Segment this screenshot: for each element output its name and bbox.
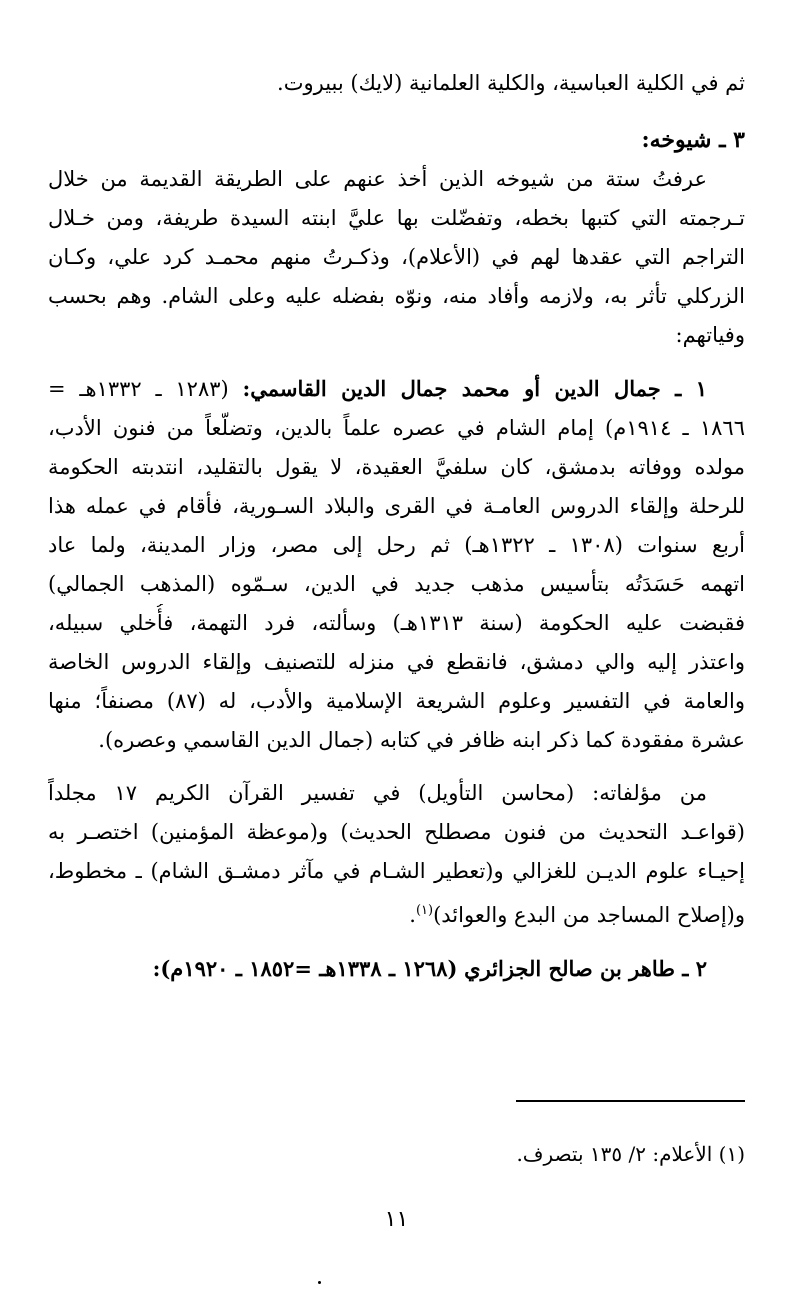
text-line: التراجم التي عقدها لهم في (الأعلام)، وذكـرتُ منهم محمـد كرد علي، وكـان <box>48 245 745 269</box>
text-line: (قواعـد التحديث من فنون مصطلح الحديث) و(موعظة المؤمنين) اختصـر به <box>48 820 745 844</box>
page-number: ١١ <box>384 1207 409 1232</box>
paragraph-qasimi <box>48 369 745 760</box>
section-heading: ٣ ـ شيوخه: <box>641 127 745 153</box>
text-line: والعامة في التفسير وعلوم الشريعة الإسلامية والأدب، له (٨٧) مصنفاً؛ منها <box>48 689 745 713</box>
footnote-separator <box>516 1100 745 1102</box>
text-line: تـرجمته التي كتبها بخطه، وتفضّلت بها عليَّ ابنته السيدة طريفة، ومن خـلال <box>48 206 745 230</box>
text-line: من مؤلفاته: (محاسن التأويل) في تفسير القرآن الكريم ١٧ مجلداً <box>48 781 707 805</box>
page-body <box>48 64 745 989</box>
text-line: واعتذر إليه والي دمشق، فانقطع في منزله للتصنيف وإلقاء الدروس الخاصة <box>48 650 745 674</box>
text-line: أربع سنوات (١٣٠٨ ـ ١٣٢٢هـ) ثم رحل إلى مصر، وزار المدينة، ولما عاد <box>48 533 745 557</box>
item-title: ١ ـ جمال الدين أو محمد جمال الدين القاسمي: <box>242 376 707 401</box>
text-line: عرفتُ ستة من شيوخه الذين أخذ عنهم على الطريقة القديمة من خلال <box>48 167 707 191</box>
paragraph-shuyukh <box>48 160 745 355</box>
footnote: (١) الأعلام: ٢/ ١٣٥ بتصرف. <box>516 1142 745 1166</box>
text-line: إحيـاء علوم الديـن للغزالي و(تعطير الشـام في مآثر دمشـق الشام) ـ مخطوط، <box>48 859 745 883</box>
text-line: مولده ووفاته بدمشق، كان سلفيَّ العقيدة، لا يقول بالتقليد، انتدبته الحكومة <box>48 455 745 479</box>
text-line: عشرة مفقودة كما ذكر ابنه ظافر في كتابه (جمال الدين القاسمي وعصره). <box>98 728 745 752</box>
paragraph-jazairi <box>48 949 745 989</box>
text-line-with-note <box>48 891 745 935</box>
item-dates: (١٢٨٣ ـ ١٣٣٢هـ = <box>48 377 229 401</box>
item-title-line <box>48 949 745 989</box>
period: . <box>409 903 416 927</box>
text-line: فقبضت عليه الحكومة (سنة ١٣١٣هـ) وسألته، فرد التهمة، فأُخلي سبيله، <box>48 611 745 635</box>
footnote-reference: (١) <box>415 903 434 918</box>
intro-line: ثم في الكلية العباسية، والكلية العلمانية (لايك) ببيروت. <box>277 71 745 95</box>
speck-mark <box>318 1281 321 1284</box>
item-dates: (١٢٦٨ ـ ١٣٣٨هـ =١٨٥٢ ـ ١٩٢٠م): <box>152 956 458 981</box>
text-line: اتهمه حَسَدَتُه بتأسيس مذهب جديد في الدين، سـمّوه (المذهب الجمالي) <box>48 572 745 596</box>
text-line: وفياتهم: <box>675 323 745 347</box>
item-title-line <box>48 369 745 409</box>
paragraph-works <box>48 774 745 935</box>
text-line: ١٨٦٦ ـ ١٩١٤م) إمام الشام في عصره علماً بالدين، وتضلّعاً من فنون الأدب، <box>48 416 745 440</box>
item-title: ٢ ـ طاهر بن صالح الجزائري <box>464 956 707 981</box>
text-line: الزركلي تأثر به، ولازمه وأفاد منه، ونوّه بفضله عليه وعلى الشام. وهم بحسب <box>48 284 745 308</box>
text-segment: و(إصلاح المساجد من البدع والعوائد) <box>433 903 745 927</box>
text-line: للرحلة وإلقاء الدروس العامـة في القرى والبلاد السـورية، فأقام في عمله هذا <box>48 494 745 518</box>
